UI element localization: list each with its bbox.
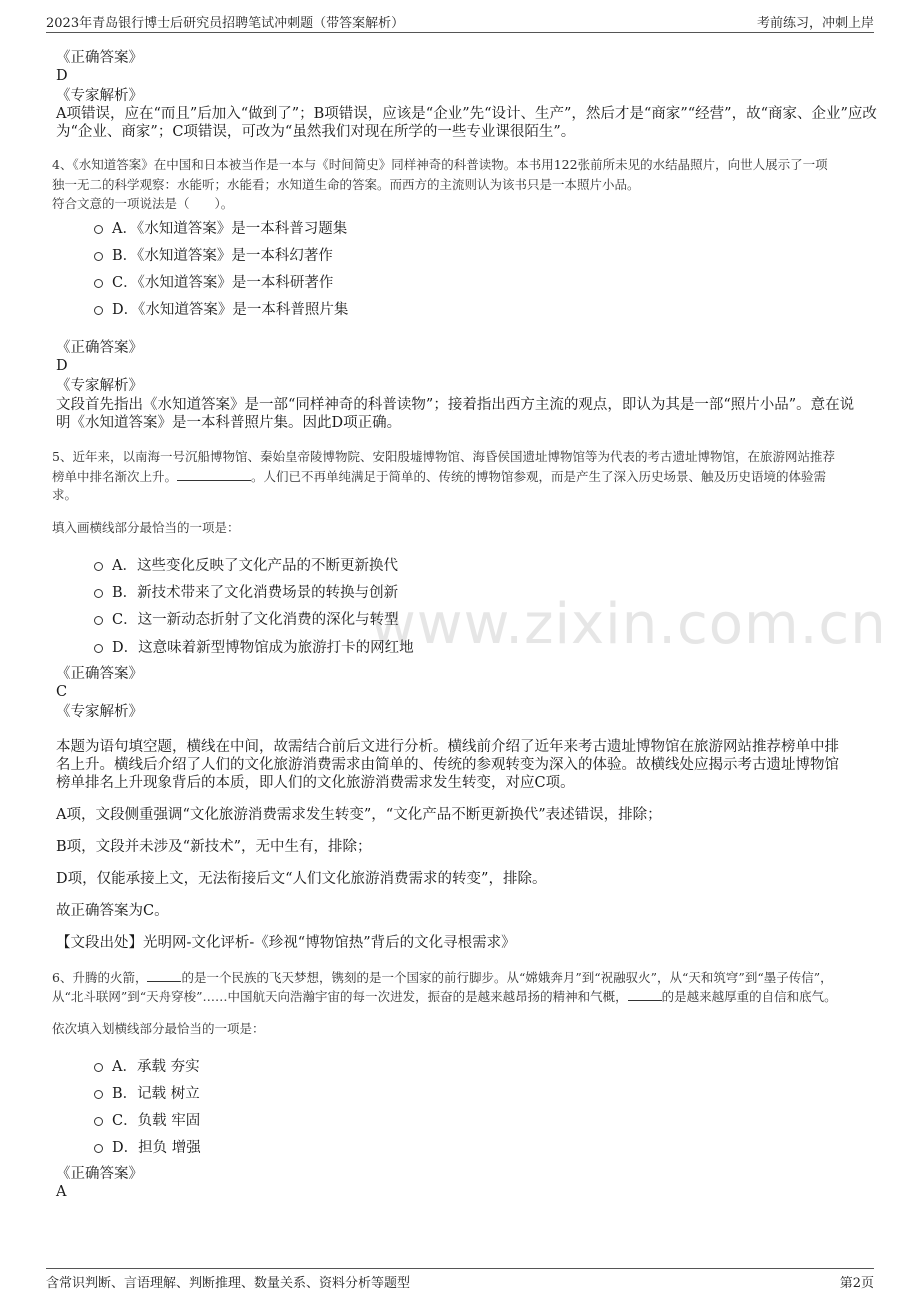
option-label: B．新技术带来了文化消费场景的转换与创新 (112, 585, 399, 601)
q5-analysis-line: 本题为语句填空题，横线在中间，故需结合前后文进行分析。横线前介绍了近年来考古遗址博物馆在旅游网站推荐榜单中排 (56, 739, 839, 755)
radio-icon[interactable] (94, 225, 103, 234)
q4-stem-line: 符合文意的一项说法是（ ）。 (52, 196, 234, 211)
option-label: A．承载 夯实 (112, 1059, 200, 1075)
option-label: A．这些变化反映了文化产品的不断更新换代 (112, 558, 398, 574)
blank-underline (628, 987, 662, 1001)
radio-icon[interactable] (94, 1117, 103, 1126)
radio-icon[interactable] (94, 644, 103, 653)
q5-analysis-line: B项，文段并未涉及“新技术”，无中生有，排除； (56, 839, 372, 855)
q5-analysis-line: A项，文段侧重强调“文化旅游消费需求发生转变”，“文化产品不断更新换代”表述错误，排除； (56, 807, 662, 823)
q5-stem-text: 榜单中排名渐次上升。 (52, 469, 178, 484)
radio-icon[interactable] (94, 562, 103, 571)
option-label: D．《水知道答案》是一本科普照片集 (112, 302, 349, 318)
q4-option-d[interactable] (94, 298, 348, 319)
q4-stem-line: 独一无二的科学观察：水能听；水能看；水知道生命的答案。而西方的主流则认为该书只是一本照片小品。 (52, 177, 640, 192)
q6-option-c[interactable] (94, 1109, 200, 1130)
option-label: A．《水知道答案》是一本科普习题集 (112, 221, 348, 237)
q6-stem-text: 从“北斗联网”到“天舟穿梭”……中国航天向浩瀚宇宙的每一次进发，振奋的是越来越昂扬的精神和气概， (52, 989, 628, 1004)
q4-option-a[interactable] (94, 217, 347, 238)
q6-stem-line (52, 968, 833, 987)
q5-stem-line: 求。 (52, 487, 78, 502)
q6-stem-line (52, 987, 837, 1006)
q6-option-a[interactable] (94, 1055, 200, 1076)
q5-option-d[interactable] (94, 636, 414, 657)
header-title: 2023年青岛银行博士后研究员招聘笔试冲刺题（带答案解析） (46, 16, 405, 31)
q4-analysis-line: 文段首先指出《水知道答案》是一部“同样神奇的科普读物”；接着指出西方主流的观点，即认为其是一部“照片小品”。意在说 (56, 397, 855, 413)
option-label: B．《水知道答案》是一本科幻著作 (112, 248, 333, 264)
q6-stem-text: 的是一个民族的飞天梦想，镌刻的是一个国家的前行脚步。从“嫦娥奔月”到“祝融驭火”，从“天和筑穹”到“墨子传信”， (181, 970, 833, 985)
footer-note: 含常识判断、言语理解、判断推理、数量关系、资料分析等题型 (46, 1276, 411, 1291)
q6-stem-text: 的是越来越厚重的自信和底气。 (661, 989, 837, 1004)
q3-analysis-label: 《专家解析》 (56, 88, 143, 104)
radio-icon[interactable] (94, 1090, 103, 1099)
q4-analysis-line: 明《水知道答案》是一本科普照片集。因此D项正确。 (56, 415, 402, 431)
option-label: C．这一新动态折射了文化消费的深化与转型 (112, 612, 399, 628)
radio-icon[interactable] (94, 1063, 103, 1072)
q5-analysis-line: 名上升。横线后介绍了人们的文化旅游消费需求由简单的、传统的参观转变为深入的体验。故横线处应揭示考古遗址博物馆 (56, 757, 839, 773)
blank-underline (147, 968, 181, 982)
q3-answer: D (56, 68, 68, 84)
radio-icon[interactable] (94, 589, 103, 598)
option-label: B．记载 树立 (112, 1086, 200, 1102)
blank-underline (177, 467, 251, 481)
header-slogan: 考前练习，冲刺上岸 (756, 16, 874, 31)
q4-option-b[interactable] (94, 244, 333, 265)
q4-answer-label: 《正确答案》 (56, 340, 143, 356)
q5-option-c[interactable] (94, 608, 399, 629)
option-label: D．担负 增强 (112, 1140, 201, 1156)
radio-icon[interactable] (94, 306, 103, 315)
radio-icon[interactable] (94, 1144, 103, 1153)
q5-option-a[interactable] (94, 554, 398, 575)
q6-stem-text: 6、升腾的火箭， (52, 970, 148, 985)
q4-answer: D (56, 358, 68, 374)
q5-prompt: 填入画横线部分最恰当的一项是： (52, 520, 240, 535)
q5-stem-line (52, 467, 826, 486)
option-label: C．负载 牢固 (112, 1113, 201, 1129)
q5-analysis-label: 《专家解析》 (56, 704, 143, 720)
q5-option-b[interactable] (94, 581, 398, 602)
q5-source: 【文段出处】光明网-文化评析-《珍视“博物馆热”背后的文化寻根需求》 (56, 935, 516, 951)
q6-answer-label: 《正确答案》 (56, 1166, 143, 1182)
q3-answer-label: 《正确答案》 (56, 50, 143, 66)
q4-option-c[interactable] (94, 271, 333, 292)
option-label: C．《水知道答案》是一本科研著作 (112, 275, 334, 291)
radio-icon[interactable] (94, 279, 103, 288)
q5-stem-line: 5、近年来，以南海一号沉船博物馆、秦始皇帝陵博物院、安阳殷墟博物馆、海昏侯国遗址博物馆等为代表的考古遗址博物馆，在旅游网站推荐 (52, 449, 835, 464)
page-number: 第2页 (839, 1276, 874, 1291)
page-footer (46, 1268, 874, 1291)
q5-analysis-line: D项，仅能承接上文，无法衔接后文“人们文化旅游消费需求的转变”，排除。 (56, 871, 547, 887)
q6-option-d[interactable] (94, 1136, 201, 1157)
q6-answer: A (56, 1184, 67, 1200)
q3-analysis-line: A项错误，应在“而且”后加入“做到了”；B项错误，应该是“企业”先“设计、生产”，然后才是“商家”“经营”，故“商家、企业”应改 (56, 106, 877, 122)
watermark: www.zixin.com.cn (370, 592, 887, 657)
option-label: D．这意味着新型博物馆成为旅游打卡的网红地 (112, 640, 414, 656)
q5-stem-text: 。人们已不再单纯满足于简单的、传统的博物馆参观，而是产生了深入历史场景、触及历史语境的体验需 (251, 469, 827, 484)
q4-analysis-label: 《专家解析》 (56, 378, 143, 394)
q6-prompt: 依次填入划横线部分最恰当的一项是： (52, 1021, 265, 1036)
q4-stem-line: 4、《水知道答案》在中国和日本被当作是一本与《时间简史》同样神奇的科普读物。本书用122张前所未见的水结晶照片，向世人展示了一项 (52, 157, 828, 172)
q5-analysis-line: 榜单排名上升现象背后的本质，即人们的文化旅游消费需求发生转变，对应C项。 (56, 775, 575, 791)
radio-icon[interactable] (94, 616, 103, 625)
radio-icon[interactable] (94, 252, 103, 261)
page-header (46, 10, 874, 33)
q5-analysis-line: 故正确答案为C。 (56, 903, 169, 919)
q6-option-b[interactable] (94, 1082, 200, 1103)
q5-answer: C (56, 684, 68, 700)
q3-analysis-line: 为“企业、商家”；C项错误，可改为“虽然我们对现在所学的一些专业课很陌生”。 (56, 124, 576, 140)
q5-answer-label: 《正确答案》 (56, 666, 143, 682)
